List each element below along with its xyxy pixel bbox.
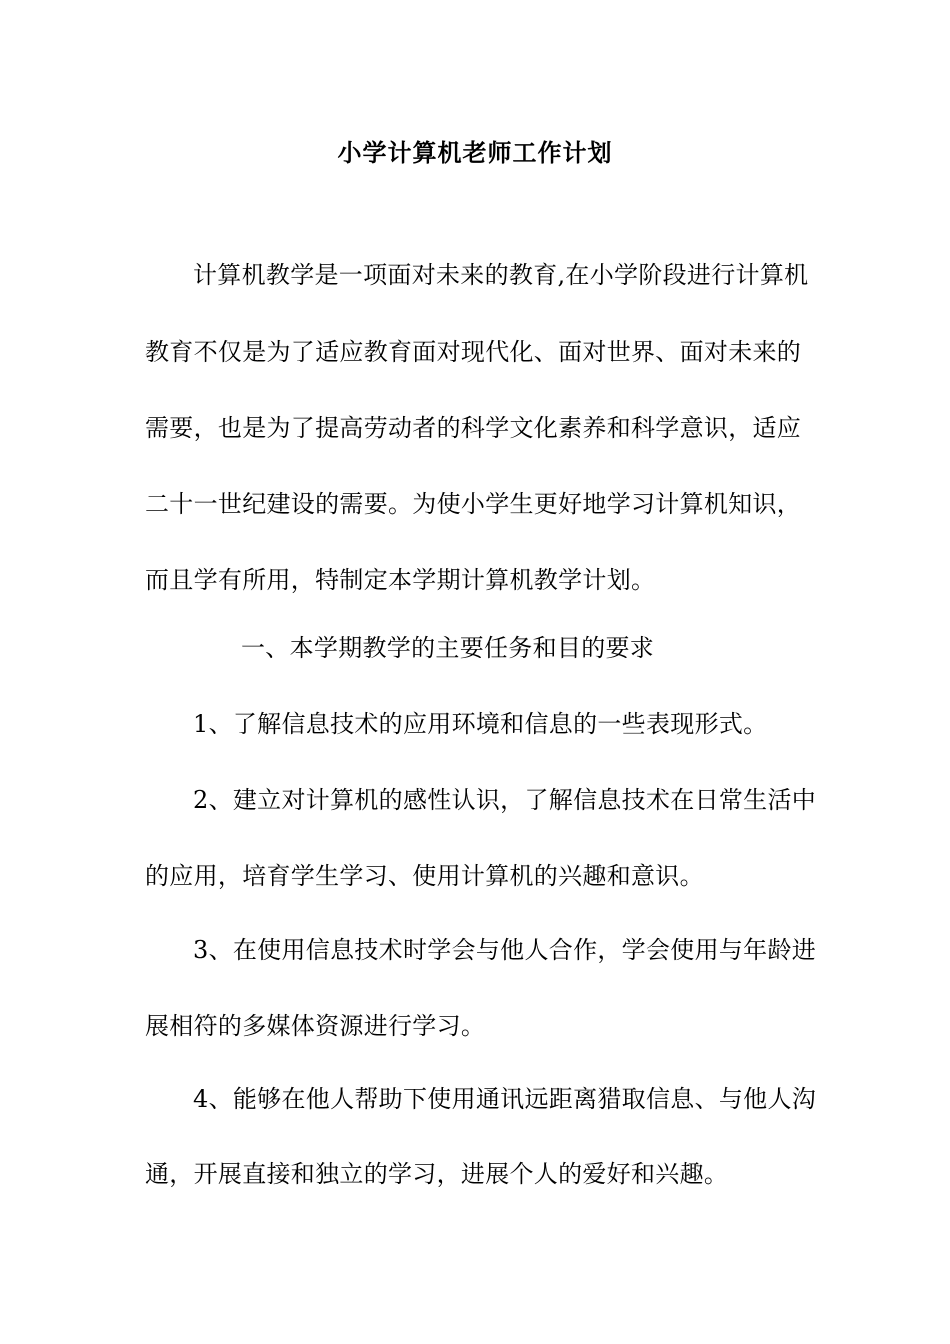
list-item: 3、在使用信息技术时学会与他人合作，学会使用与年龄进 bbox=[193, 936, 817, 964]
section-heading: 一、本学期教学的主要任务和目的要求 bbox=[241, 634, 655, 662]
list-item: 2、建立对计算机的感性认识，了解信息技术在日常生活中 bbox=[193, 786, 817, 814]
list-item-continuation: 的应用，培育学生学习、使用计算机的兴趣和意识。 bbox=[145, 862, 704, 890]
paragraph-line: 二十一世纪建设的需要。为使小学生更好地学习计算机知识， bbox=[145, 490, 802, 518]
list-item-continuation: 展相符的多媒体资源进行学习。 bbox=[145, 1012, 486, 1040]
list-item: 4、能够在他人帮助下使用通讯远距离猎取信息、与他人沟 bbox=[193, 1085, 817, 1113]
list-item: 1、了解信息技术的应用环境和信息的一些表现形式。 bbox=[193, 710, 768, 738]
paragraph-line: 而且学有所用，特制定本学期计算机教学计划。 bbox=[145, 566, 656, 594]
list-item-continuation: 通，开展直接和独立的学习，进展个人的爱好和兴趣。 bbox=[145, 1160, 729, 1188]
document-title: 小学计算机老师工作计划 bbox=[337, 138, 613, 167]
paragraph-line: 教育不仅是为了适应教育面对现代化、面对世界、面对未来的 bbox=[145, 338, 802, 366]
paragraph-line: 需要，也是为了提高劳动者的科学文化素养和科学意识，适应 bbox=[145, 414, 802, 442]
paragraph-line: 计算机教学是一项面对未来的教育,在小学阶段进行计算机 bbox=[193, 261, 809, 289]
